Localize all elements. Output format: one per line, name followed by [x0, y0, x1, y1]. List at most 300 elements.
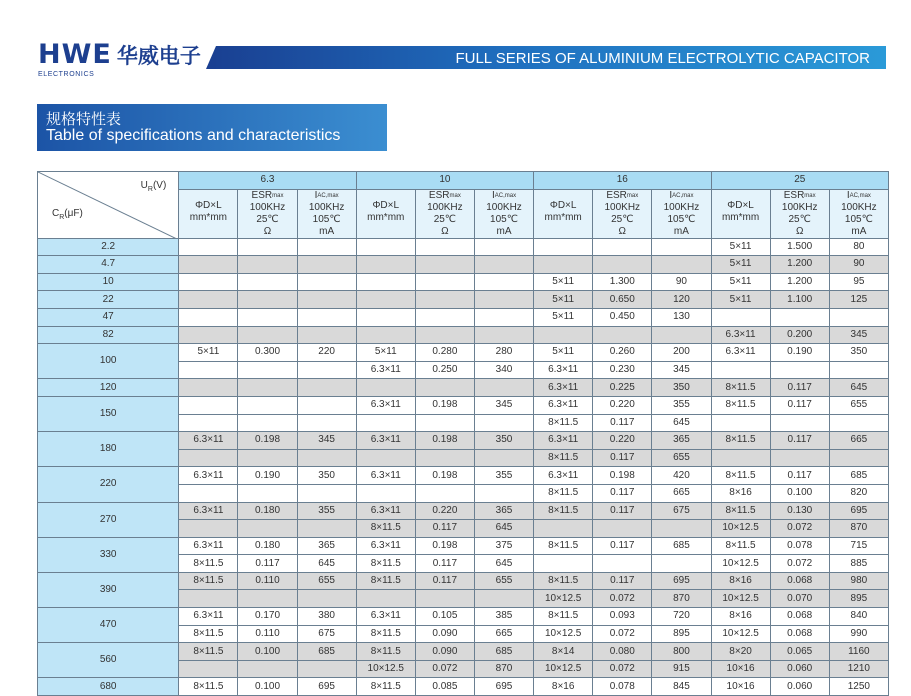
- esr-cell: [415, 291, 474, 309]
- esr-cell: 0.117: [415, 520, 474, 538]
- ripple-current-cell: 345: [297, 432, 356, 450]
- capacitance-axis-subscript: R: [59, 213, 65, 221]
- esr-subscript: max: [804, 192, 816, 199]
- ripple-current-unit: mA: [319, 225, 335, 237]
- dimension-cell: [179, 520, 238, 538]
- ripple-current-unit: mA: [851, 225, 867, 237]
- dimension-unit: mm*mm: [721, 211, 760, 223]
- esr-cell: 0.117: [593, 414, 652, 432]
- dimension-cell: 8×16: [711, 484, 770, 502]
- ripple-current-cell: [474, 326, 533, 344]
- esr-cell: 0.198: [415, 467, 474, 485]
- dimension-cell: [534, 520, 593, 538]
- ripple-current-subscript: AC,max: [494, 192, 517, 199]
- ripple-current-cell: 820: [829, 484, 888, 502]
- ripple-current-cell: 685: [829, 467, 888, 485]
- ripple-current-cell: 365: [652, 432, 711, 450]
- esr-cell: 0.198: [593, 467, 652, 485]
- dimension-cell: 6.3×11: [356, 537, 415, 555]
- dimension-cell: 8×11.5: [179, 643, 238, 661]
- esr-cell: [415, 326, 474, 344]
- esr-cell: [593, 326, 652, 344]
- dimension-cell: 8×11.5: [356, 572, 415, 590]
- dimension-cell: 6.3×11: [179, 502, 238, 520]
- dimension-cell: 8×11.5: [534, 484, 593, 502]
- dimension-cell: 6.3×11: [179, 467, 238, 485]
- ripple-current-unit: mA: [673, 225, 689, 237]
- esr-cell: 0.105: [415, 608, 474, 626]
- dimension-cell: 5×11: [534, 291, 593, 309]
- esr-cell: [415, 590, 474, 608]
- esr-subscript: max: [626, 192, 639, 199]
- ripple-current-cell: 645: [652, 414, 711, 432]
- ripple-current-cell: 350: [297, 467, 356, 485]
- esr-cell: 0.180: [238, 502, 297, 520]
- ripple-current-temperature: 105℃: [490, 213, 518, 225]
- esr-cell: 0.117: [770, 432, 829, 450]
- table-row: [38, 467, 889, 485]
- ripple-current-cell: 345: [652, 361, 711, 379]
- dimension-cell: 6.3×11: [356, 467, 415, 485]
- ripple-current-cell: [652, 326, 711, 344]
- section-title-english: Table of specifications and characteristics: [46, 127, 341, 144]
- ripple-current-cell: 870: [652, 590, 711, 608]
- ripple-current-cell: 800: [652, 643, 711, 661]
- dimension-column-header: [356, 189, 415, 238]
- esr-cell: 0.093: [593, 608, 652, 626]
- esr-cell: 0.072: [770, 520, 829, 538]
- dimension-cell: [356, 308, 415, 326]
- ripple-current-subscript: AC,max: [849, 192, 871, 199]
- ripple-current-subscript: AC,max: [672, 192, 694, 199]
- esr-cell: 0.170: [238, 608, 297, 626]
- ripple-current-cell: [297, 520, 356, 538]
- ripple-current-cell: 90: [652, 273, 711, 291]
- ripple-current-cell: 280: [474, 344, 533, 362]
- esr-cell: [415, 256, 474, 274]
- dimension-cell: [356, 449, 415, 467]
- table-row: [38, 308, 889, 326]
- ripple-current-cell: [474, 308, 533, 326]
- capacitance-cell: 270: [38, 502, 179, 537]
- dimension-cell: [356, 273, 415, 291]
- ripple-current-temperature: 105℃: [312, 213, 341, 225]
- esr-temperature: 25℃: [256, 213, 279, 225]
- esr-unit: Ω: [618, 225, 627, 237]
- dimension-cell: 8×16: [711, 608, 770, 626]
- esr-cell: [238, 273, 297, 291]
- ripple-current-cell: [652, 256, 711, 274]
- table-row: [38, 678, 889, 696]
- ripple-current-column-header: [297, 189, 356, 238]
- capacitance-cell: 470: [38, 608, 179, 643]
- dimension-label: ΦD×L: [372, 199, 400, 211]
- table-row: [38, 273, 889, 291]
- dimension-cell: [179, 449, 238, 467]
- esr-cell: 0.200: [770, 326, 829, 344]
- esr-cell: 0.060: [770, 678, 829, 696]
- esr-cell: 0.100: [770, 484, 829, 502]
- ripple-current-cell: 655: [297, 572, 356, 590]
- dimension-cell: 8×11.5: [534, 572, 593, 590]
- ripple-current-cell: 420: [652, 467, 711, 485]
- esr-cell: 0.117: [770, 467, 829, 485]
- dimension-cell: [179, 308, 238, 326]
- voltage-header: 16: [534, 172, 711, 190]
- esr-cell: 0.230: [593, 361, 652, 379]
- ripple-current-cell: [297, 273, 356, 291]
- esr-temperature: 25℃: [433, 213, 457, 225]
- table-row: [38, 379, 889, 397]
- dimension-cell: 8×11.5: [711, 432, 770, 450]
- ripple-current-cell: 695: [474, 678, 533, 696]
- ripple-current-cell: 130: [652, 308, 711, 326]
- esr-subscript: max: [272, 192, 284, 199]
- dimension-cell: 8×16: [534, 678, 593, 696]
- capacitance-cell: 22: [38, 291, 179, 309]
- esr-frequency: 100KHz: [604, 201, 641, 213]
- ripple-current-cell: 840: [829, 608, 888, 626]
- specifications-table: [37, 171, 889, 696]
- esr-cell: [593, 238, 652, 256]
- ripple-current-cell: 365: [297, 537, 356, 555]
- dimension-cell: 8×11.5: [356, 643, 415, 661]
- dimension-cell: 8×11.5: [534, 608, 593, 626]
- ripple-current-column-header: [474, 189, 533, 238]
- ripple-current-cell: 355: [652, 396, 711, 414]
- dimension-column-header: [534, 189, 593, 238]
- dimension-cell: [356, 326, 415, 344]
- document-title-bar: [206, 46, 886, 69]
- esr-cell: 0.117: [770, 379, 829, 397]
- ripple-current-cell: 90: [829, 256, 888, 274]
- esr-cell: [238, 308, 297, 326]
- table-row: [38, 537, 889, 555]
- dimension-cell: 8×11.5: [179, 555, 238, 573]
- dimension-cell: 10×12.5: [534, 625, 593, 643]
- esr-cell: 0.078: [593, 678, 652, 696]
- ripple-current-cell: [829, 414, 888, 432]
- ripple-current-cell: 1250: [829, 678, 888, 696]
- ripple-current-cell: [297, 256, 356, 274]
- esr-unit: Ω: [263, 225, 272, 237]
- ripple-current-cell: [297, 660, 356, 678]
- esr-cell: [238, 520, 297, 538]
- dimension-unit: mm*mm: [367, 211, 405, 223]
- capacitance-cell: 2.2: [38, 238, 179, 256]
- esr-cell: 0.300: [238, 344, 297, 362]
- esr-label: ESR: [428, 189, 450, 201]
- esr-cell: [593, 520, 652, 538]
- voltage-header-row: [38, 172, 889, 190]
- capacitance-cell: 120: [38, 379, 179, 397]
- esr-cell: 0.225: [593, 379, 652, 397]
- dimension-cell: [179, 590, 238, 608]
- esr-cell: [593, 256, 652, 274]
- dimension-cell: [356, 379, 415, 397]
- ripple-current-cell: 655: [829, 396, 888, 414]
- ripple-current-cell: [474, 590, 533, 608]
- ripple-current-unit: mA: [496, 225, 512, 237]
- dimension-cell: 8×20: [711, 643, 770, 661]
- section-title-chinese: 规格特性表: [46, 110, 122, 128]
- ripple-current-cell: 1210: [829, 660, 888, 678]
- ripple-current-cell: 95: [829, 273, 888, 291]
- dimension-cell: 10×12.5: [711, 520, 770, 538]
- esr-cell: [415, 449, 474, 467]
- voltage-header: 25: [711, 172, 889, 190]
- ripple-current-label: I: [491, 189, 495, 201]
- ripple-current-cell: 845: [652, 678, 711, 696]
- esr-label: ESR: [783, 189, 805, 201]
- ripple-current-frequency: 100KHz: [486, 201, 522, 213]
- dimension-cell: 10×12.5: [534, 660, 593, 678]
- ripple-current-cell: 645: [474, 520, 533, 538]
- dimension-cell: 8×11.5: [534, 414, 593, 432]
- esr-cell: [238, 291, 297, 309]
- dimension-cell: 8×11.5: [356, 555, 415, 573]
- section-heading: [37, 104, 387, 151]
- ripple-current-cell: 655: [652, 449, 711, 467]
- ripple-current-cell: [297, 238, 356, 256]
- dimension-cell: [179, 396, 238, 414]
- ripple-current-cell: 220: [297, 344, 356, 362]
- esr-cell: [238, 590, 297, 608]
- dimension-cell: 5×11: [179, 344, 238, 362]
- capacitance-cell: 180: [38, 432, 179, 467]
- ripple-current-cell: 870: [829, 520, 888, 538]
- esr-cell: 0.117: [238, 555, 297, 573]
- dimension-cell: 8×11.5: [356, 625, 415, 643]
- ripple-current-cell: [297, 590, 356, 608]
- esr-cell: 0.117: [593, 502, 652, 520]
- ripple-current-cell: [297, 379, 356, 397]
- esr-cell: 0.198: [415, 396, 474, 414]
- logo-text: HWE: [38, 39, 112, 70]
- dimension-cell: 5×11: [534, 308, 593, 326]
- ripple-current-cell: 350: [652, 379, 711, 397]
- esr-cell: 0.080: [593, 643, 652, 661]
- ripple-current-cell: [829, 361, 888, 379]
- dimension-cell: [179, 238, 238, 256]
- ripple-current-cell: 720: [652, 608, 711, 626]
- esr-cell: 0.100: [238, 643, 297, 661]
- dimension-cell: [534, 238, 593, 256]
- dimension-cell: 8×11.5: [534, 502, 593, 520]
- esr-cell: 0.085: [415, 678, 474, 696]
- esr-unit: Ω: [441, 225, 449, 237]
- table-row: [38, 572, 889, 590]
- dimension-cell: 8×11.5: [179, 678, 238, 696]
- logo-chinese-text: 华威电子: [116, 45, 201, 68]
- esr-column-header: [593, 189, 652, 238]
- dimension-cell: [179, 484, 238, 502]
- esr-cell: 0.070: [770, 590, 829, 608]
- esr-cell: [415, 238, 474, 256]
- dimension-cell: 6.3×11: [711, 344, 770, 362]
- esr-cell: 0.068: [770, 625, 829, 643]
- dimension-cell: 5×11: [711, 273, 770, 291]
- ripple-current-cell: [829, 308, 888, 326]
- esr-cell: [415, 273, 474, 291]
- esr-cell: 0.198: [238, 432, 297, 450]
- ripple-current-cell: 125: [829, 291, 888, 309]
- dimension-cell: 6.3×11: [356, 432, 415, 450]
- esr-label: ESR: [606, 189, 627, 201]
- dimension-cell: [179, 291, 238, 309]
- ripple-current-cell: 645: [474, 555, 533, 573]
- ripple-current-cell: [297, 291, 356, 309]
- dimension-cell: 8×11.5: [711, 502, 770, 520]
- dimension-cell: 6.3×11: [179, 537, 238, 555]
- dimension-cell: 8×11.5: [179, 572, 238, 590]
- dimension-cell: 5×11: [534, 273, 593, 291]
- esr-cell: 0.117: [593, 484, 652, 502]
- esr-cell: 0.190: [770, 344, 829, 362]
- esr-cell: 0.072: [593, 590, 652, 608]
- axis-corner-cell: [38, 172, 179, 239]
- table-row: [38, 291, 889, 309]
- dimension-cell: [179, 414, 238, 432]
- esr-temperature: 25℃: [788, 213, 811, 225]
- dimension-cell: 8×16: [711, 572, 770, 590]
- dimension-label: ΦD×L: [549, 199, 577, 211]
- capacitance-cell: 560: [38, 643, 179, 678]
- dimension-cell: 5×11: [534, 344, 593, 362]
- ripple-current-cell: [829, 449, 888, 467]
- esr-frequency: 100KHz: [781, 201, 818, 213]
- table-row: [38, 643, 889, 661]
- ripple-current-cell: 345: [829, 326, 888, 344]
- esr-cell: [415, 379, 474, 397]
- esr-cell: [238, 414, 297, 432]
- table-row: [38, 238, 889, 256]
- table-row: [38, 326, 889, 344]
- ripple-current-cell: 685: [297, 643, 356, 661]
- capacitance-cell: 4.7: [38, 256, 179, 274]
- esr-cell: 0.068: [770, 572, 829, 590]
- dimension-cell: 6.3×11: [534, 361, 593, 379]
- ripple-current-cell: [297, 326, 356, 344]
- dimension-cell: 6.3×11: [711, 326, 770, 344]
- ripple-current-cell: [652, 555, 711, 573]
- dimension-cell: 10×12.5: [356, 660, 415, 678]
- dimension-cell: [534, 256, 593, 274]
- dimension-cell: [711, 414, 770, 432]
- ripple-current-cell: 675: [652, 502, 711, 520]
- ripple-current-cell: [474, 449, 533, 467]
- ripple-current-cell: [297, 414, 356, 432]
- ripple-current-cell: 695: [829, 502, 888, 520]
- dimension-cell: 6.3×11: [356, 502, 415, 520]
- dimension-cell: 8×11.5: [534, 537, 593, 555]
- ripple-current-subscript: AC,max: [317, 192, 339, 199]
- esr-cell: [238, 326, 297, 344]
- ripple-current-cell: 80: [829, 238, 888, 256]
- esr-cell: [415, 414, 474, 432]
- esr-cell: 0.130: [770, 502, 829, 520]
- dimension-cell: [179, 361, 238, 379]
- dimension-column-header: [711, 189, 770, 238]
- esr-cell: 0.117: [415, 555, 474, 573]
- dimension-cell: 8×11.5: [711, 379, 770, 397]
- esr-cell: [770, 308, 829, 326]
- capacitance-cell: 330: [38, 537, 179, 572]
- ripple-current-cell: 355: [474, 467, 533, 485]
- esr-cell: [770, 414, 829, 432]
- esr-cell: 0.260: [593, 344, 652, 362]
- dimension-cell: 6.3×11: [356, 361, 415, 379]
- dimension-cell: 6.3×11: [534, 467, 593, 485]
- dimension-cell: 10×12.5: [534, 590, 593, 608]
- capacitance-cell: 680: [38, 678, 179, 696]
- ripple-current-cell: 665: [474, 625, 533, 643]
- ripple-current-frequency: 100KHz: [663, 201, 700, 213]
- esr-cell: 0.117: [415, 572, 474, 590]
- dimension-column-header: [179, 189, 238, 238]
- esr-cell: 0.220: [593, 432, 652, 450]
- esr-cell: 0.280: [415, 344, 474, 362]
- capacitance-cell: 100: [38, 344, 179, 379]
- capacitance-axis-label: [52, 208, 83, 224]
- esr-cell: 0.090: [415, 625, 474, 643]
- dimension-cell: [179, 660, 238, 678]
- dimension-cell: [179, 326, 238, 344]
- dimension-cell: 6.3×11: [534, 379, 593, 397]
- ripple-current-cell: 340: [474, 361, 533, 379]
- dimension-cell: 8×11.5: [711, 537, 770, 555]
- ripple-current-cell: 685: [652, 537, 711, 555]
- esr-cell: 0.180: [238, 537, 297, 555]
- esr-cell: 0.117: [593, 449, 652, 467]
- ripple-current-cell: 870: [474, 660, 533, 678]
- ripple-current-cell: [297, 396, 356, 414]
- dimension-cell: 5×11: [711, 291, 770, 309]
- esr-column-header: [238, 189, 297, 238]
- esr-cell: 0.190: [238, 467, 297, 485]
- dimension-cell: 6.3×11: [179, 608, 238, 626]
- esr-frequency: 100KHz: [427, 201, 463, 213]
- esr-cell: 0.220: [415, 502, 474, 520]
- ripple-current-cell: 120: [652, 291, 711, 309]
- ripple-current-cell: [297, 361, 356, 379]
- dimension-cell: [356, 590, 415, 608]
- dimension-unit: mm*mm: [544, 211, 582, 223]
- esr-cell: 0.117: [593, 537, 652, 555]
- dimension-cell: 10×16: [711, 660, 770, 678]
- capacitance-cell: 82: [38, 326, 179, 344]
- esr-subscript: max: [449, 192, 461, 199]
- esr-cell: 0.072: [593, 660, 652, 678]
- esr-cell: 0.078: [770, 537, 829, 555]
- ripple-current-cell: 885: [829, 555, 888, 573]
- ripple-current-cell: [474, 484, 533, 502]
- voltage-header: 10: [356, 172, 533, 190]
- dimension-cell: [356, 484, 415, 502]
- esr-cell: 0.060: [770, 660, 829, 678]
- esr-temperature: 25℃: [611, 213, 634, 225]
- ripple-current-cell: 695: [297, 678, 356, 696]
- ripple-current-cell: [474, 291, 533, 309]
- logo-subtext: ELECTRONICS: [38, 71, 95, 78]
- ripple-current-cell: 895: [652, 625, 711, 643]
- esr-cell: 1.500: [770, 238, 829, 256]
- dimension-cell: [711, 449, 770, 467]
- ripple-current-temperature: 105℃: [667, 213, 696, 225]
- dimension-cell: 5×11: [356, 344, 415, 362]
- dimension-cell: 10×16: [711, 678, 770, 696]
- esr-cell: 0.110: [238, 625, 297, 643]
